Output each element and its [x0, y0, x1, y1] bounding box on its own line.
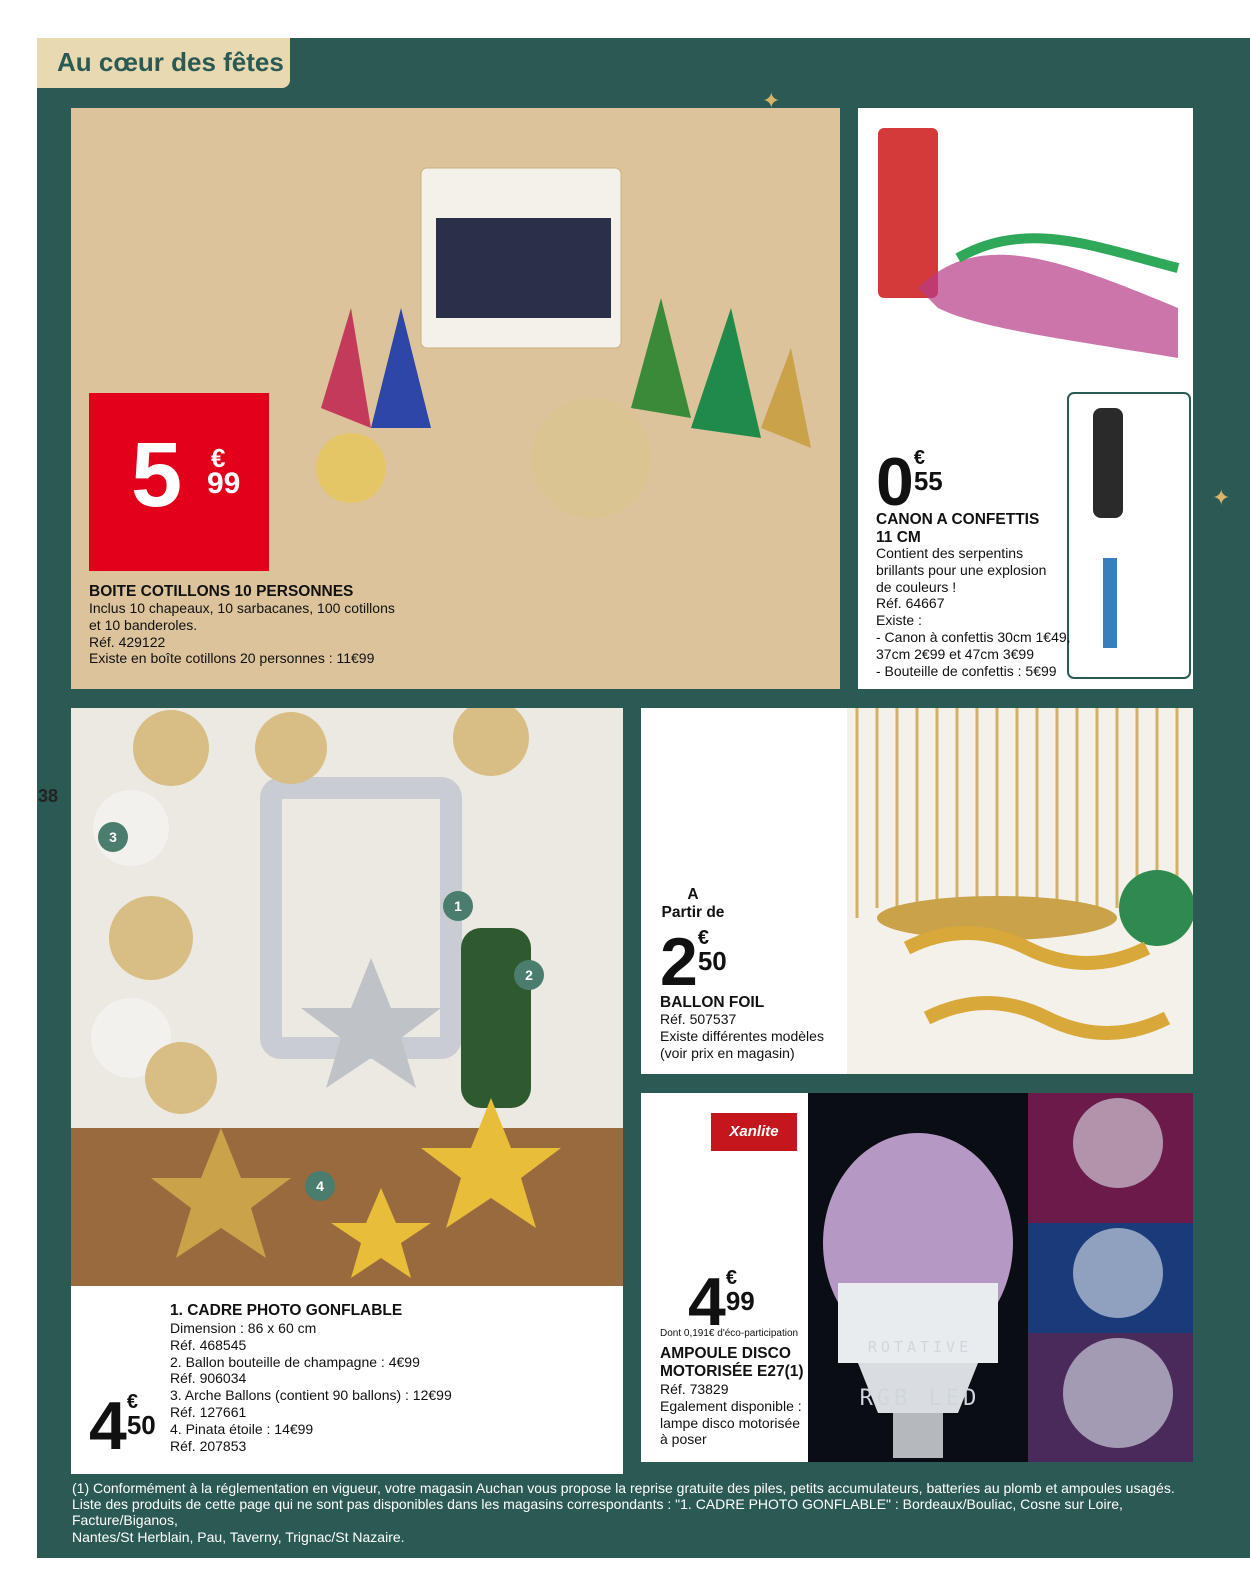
- price-cents: 50: [697, 946, 727, 976]
- confettis-desc: Contient des serpentins brillants pour une explosion de couleurs ! Réf. 64667 Existe : - Canon à confettis 30cm 1€49, 37cm 2€99 et 47cm 3€99 - Bouteille de confettis : 5€99: [876, 545, 1071, 679]
- xanlite-logo: Xanlite: [711, 1113, 797, 1151]
- cotillons-title: BOITE COTILLONS 10 PERSONNES: [89, 583, 354, 600]
- badge-2: 2: [514, 960, 544, 990]
- price-cents: 99: [207, 467, 241, 500]
- ballon-foil-price: [660, 924, 727, 1000]
- price-cents: 55: [913, 466, 943, 496]
- ballon-foil-from: A Partir de: [661, 886, 725, 921]
- image-label-rotative: ROTATIVE: [867, 1338, 973, 1356]
- ballon-foil-desc: Réf. 507537 Existe différentes modèles (voir prix en magasin): [660, 1011, 824, 1061]
- price-cents: 99: [725, 1286, 755, 1316]
- price-integer: 4: [688, 1264, 726, 1340]
- cadre-photo: [71, 708, 623, 1286]
- price-integer: 4: [89, 1388, 127, 1464]
- price-currency: €: [211, 443, 226, 473]
- ballon-foil-photo: [847, 708, 1193, 1074]
- confettis-price: [876, 444, 943, 520]
- sparkle-icon: ✦: [762, 88, 781, 113]
- cotillons-desc: Inclus 10 chapeaux, 10 sarbacanes, 100 cotillons et 10 banderoles. Réf. 429122 Existe en boîte cotillons 20 personnes : 11€99: [89, 600, 395, 667]
- cadre-title: 1. CADRE PHOTO GONFLABLE: [170, 1302, 403, 1319]
- badge-3: 3: [98, 822, 128, 852]
- ampoule-image-label: [855, 1308, 985, 1413]
- price-currency: €: [697, 927, 709, 949]
- ballon-foil-title: BALLON FOIL: [660, 994, 765, 1011]
- badge-1: 1: [443, 891, 473, 921]
- cadre-price: [89, 1388, 156, 1464]
- price-currency: €: [725, 1267, 737, 1289]
- ampoule-desc: Réf. 73829 Egalement disponible : lampe disco motorisée à poser: [660, 1381, 802, 1448]
- price-integer: 5: [131, 424, 183, 526]
- cotillons-price: [89, 393, 269, 571]
- section-title: Au cœur des fêtes: [57, 47, 284, 77]
- price-currency: €: [913, 447, 925, 469]
- price-currency: €: [126, 1391, 138, 1413]
- price-integer: 2: [660, 924, 698, 1000]
- price-integer: 0: [876, 444, 914, 520]
- ampoule-title: AMPOULE DISCO MOTORISÉE E27(1): [660, 1345, 804, 1380]
- section-header: [37, 38, 290, 88]
- footnote: (1) Conformément à la réglementation en vigueur, votre magasin Auchan vous propose la reprise gratuite des piles, petits accumulateurs, batteries au plomb et ampoules usagés. Liste des produits de cette page qui ne sont pas disponibles dans les magasins correspondants : "1. CADRE PHOTO GONFLABLE" : Bordeaux/Bouliac, Cosne sur Loire, Facture/Biganos, Nantes/St Herblain, Pau, Taverny, Trignac/St Nazaire.: [72, 1480, 1175, 1545]
- sparkle-icon: ✦: [1212, 485, 1231, 510]
- cadre-desc: Dimension : 86 x 60 cm Réf. 468545 2. Ballon bouteille de champagne : 4€99 Réf. 906034 3. Arche Ballons (contient 90 ballons) : 12€99 Réf. 127661 4. Pinata étoile : 14€99 Réf. 207853: [170, 1320, 452, 1454]
- ampoule-eco-note: Dont 0,191€ d'éco-participation: [660, 1328, 799, 1339]
- page-number: 38: [38, 786, 59, 806]
- badge-4: 4: [305, 1171, 335, 1201]
- price-cents: 50: [126, 1410, 156, 1440]
- confettis-title: CANON A CONFETTIS 11 CM: [876, 511, 1040, 546]
- image-label-rgb: RGB LED: [859, 1386, 981, 1411]
